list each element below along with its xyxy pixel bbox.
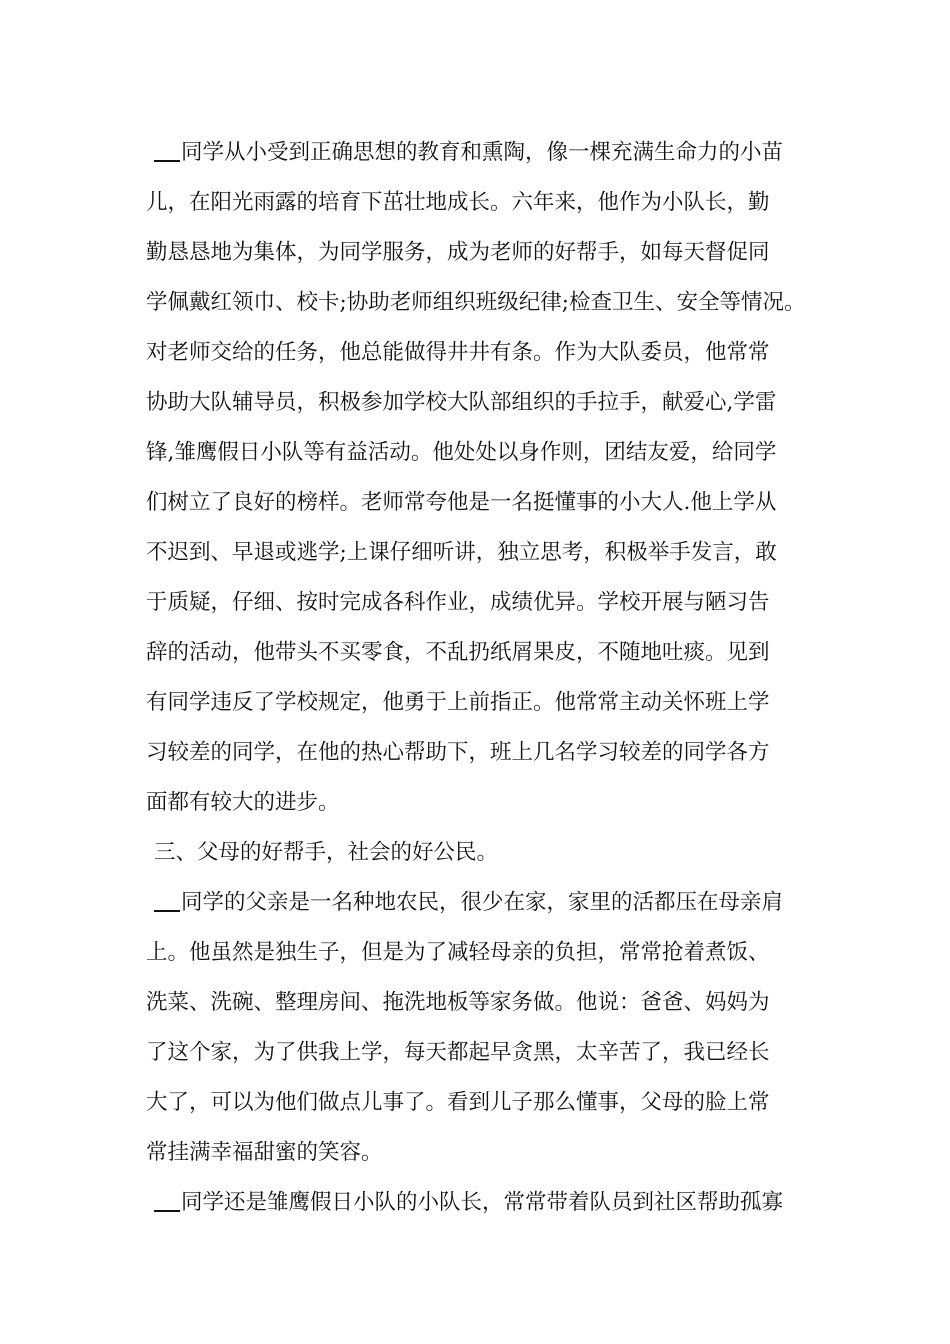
text-line: 了这个家，为了供我上学，每天都起早贪黑，太辛苦了，我已经长	[146, 1040, 770, 1065]
text-line: 辞的活动，他带头不买零食，不乱扔纸屑果皮，不随地吐痰。见到	[146, 640, 770, 665]
paragraph-3	[146, 1178, 826, 1228]
section-heading: 三、父母的好帮手，社会的好公民。	[154, 840, 499, 865]
text-line: 洗菜、洗碗、整理房间、拖洗地板等家务做。他说：爸爸、妈妈为	[146, 990, 770, 1015]
text-line: 们树立了良好的榜样。老师常夸他是一名挺懂事的小大人.他上学从	[146, 490, 777, 515]
paragraph-2	[146, 878, 826, 1178]
text-line: 儿，在阳光雨露的培育下茁壮地成长。六年来，他作为小队长，勤	[146, 190, 770, 215]
paragraph-1	[146, 128, 826, 828]
text-line: 同学从小受到正确思想的教育和熏陶，像一棵充满生命力的小苗	[146, 128, 826, 178]
text-line: 面都有较大的进步。	[146, 790, 340, 815]
text-line: 协助大队辅导员，积极参加学校大队部组织的手拉手，献爱心,学雷	[146, 390, 777, 415]
text-line: 大了，可以为他们做点儿事了。看到儿子那么懂事，父母的脸上常	[146, 1090, 770, 1115]
name-blank	[154, 1190, 180, 1212]
name-blank	[154, 140, 180, 162]
text-line: 勤恳恳地为集体，为同学服务，成为老师的好帮手，如每天督促同	[146, 240, 770, 265]
text-line: 习较差的同学，在他的热心帮助下，班上几名学习较差的同学各方	[146, 740, 770, 765]
text-line: 学佩戴红领巾、校卡;协助老师组织班级纪律;检查卫生、安全等情况。	[146, 290, 806, 315]
text-line: 有同学违反了学校规定，他勇于上前指正。他常常主动关怀班上学	[146, 690, 770, 715]
text-line: 不迟到、早退或逃学;上课仔细听讲，独立思考，积极举手发言，敢	[146, 540, 777, 565]
name-blank	[154, 890, 180, 912]
text-line: 常挂满幸福甜蜜的笑容。	[146, 1140, 383, 1165]
text-line: 上。他虽然是独生子，但是为了减轻母亲的负担，常常抢着煮饭、	[146, 940, 770, 965]
text-line: 同学的父亲是一名种地农民，很少在家，家里的活都压在母亲肩	[146, 878, 826, 928]
text-line: 锋,雏鹰假日小队等有益活动。他处处以身作则，团结友爱，给同学	[146, 440, 777, 465]
document-body	[146, 128, 826, 1228]
text-line: 对老师交给的任务，他总能做得井井有条。作为大队委员，他常常	[146, 340, 770, 365]
text-line: 于质疑，仔细、按时完成各科作业，成绩优异。学校开展与陋习告	[146, 590, 770, 615]
text-line: 同学还是雏鹰假日小队的小队长，常常带着队员到社区帮助孤寡	[146, 1178, 826, 1228]
